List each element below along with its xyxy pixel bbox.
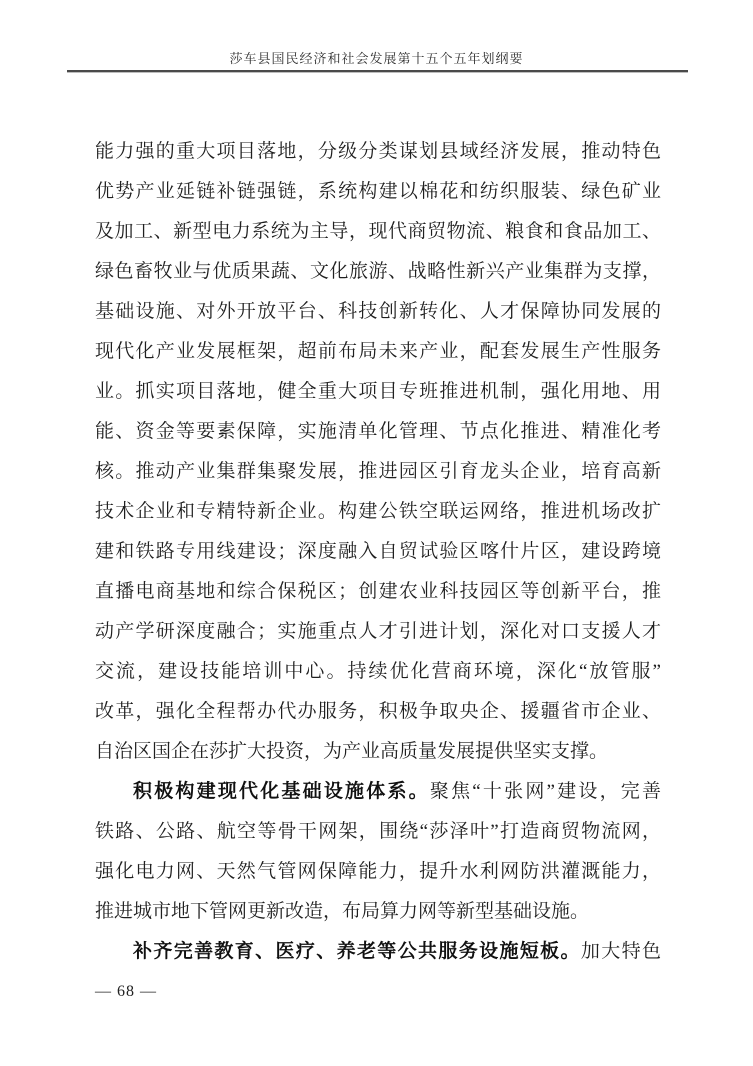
body-line (95, 652, 661, 692)
body-line (95, 492, 661, 532)
bold-text-run: 积极构建现代化基础设施体系。 (133, 781, 430, 802)
text-run: 基础设施、对外开放平台、科技创新转化、人才保障协同发展的 (95, 301, 661, 322)
text-run: 能、资金等要素保障，实施清单化管理、节点化推进、精准化考 (95, 421, 661, 442)
text-run: 动产学研深度融合；实施重点人才引进计划，深化对口支援人才 (95, 621, 661, 642)
text-run: 绿色畜牧业与优质果蔬、文化旅游、战略性新兴产业集群为支撑， (95, 261, 661, 282)
text-run: 技术企业和专精特新企业。构建公铁空联运网络，推进机场改扩 (95, 501, 661, 522)
text-run: 改革，强化全程帮办代办服务，积极争取央企、援疆省市企业、 (95, 701, 661, 722)
body-line (95, 612, 661, 652)
body-line (95, 372, 661, 412)
body-line (95, 812, 661, 852)
body-line (95, 292, 661, 332)
text-run: 能力强的重大项目落地，分级分类谋划县域经济发展，推动特色 (95, 141, 661, 162)
text-run: 核。推动产业集群集聚发展，推进园区引育龙头企业，培育高新 (95, 461, 661, 482)
text-run: 聚焦“十张网”建设，完善 (429, 781, 661, 802)
body-line (95, 132, 661, 172)
body-line (95, 252, 661, 292)
text-run: 直播电商基地和综合保税区；创建农业科技园区等创新平台，推 (95, 581, 661, 602)
body-line (95, 852, 661, 892)
body-line (95, 452, 661, 492)
body-line (95, 692, 661, 732)
text-run: 加大特色 (580, 941, 661, 962)
text-run: 建和铁路专用线建设；深度融入自贸试验区喀什片区，建设跨境 (95, 541, 661, 562)
body-line (95, 212, 661, 252)
body-line (95, 172, 661, 212)
text-run: 自治区国企在莎扩大投资，为产业高质量发展提供坚实支撑。 (95, 741, 609, 762)
page-footer (95, 983, 157, 1001)
text-run: 铁路、公路、航空等骨干网架，围绕“莎泽叶”打造商贸物流网， (95, 821, 661, 842)
text-run: 业。抓实项目落地，健全重大项目专班推进机制，强化用地、用 (95, 381, 661, 402)
body-line (95, 932, 661, 972)
body-line (95, 572, 661, 612)
body-text (95, 132, 661, 972)
text-run: 强化电力网、天然气管网保障能力，提升水利网防洪灌溉能力， (95, 861, 661, 882)
body-line (95, 332, 661, 372)
text-run: 交流，建设技能培训中心。持续优化营商环境，深化“放管服” (95, 661, 661, 682)
body-line (95, 892, 661, 932)
body-line (95, 732, 661, 772)
body-line (95, 772, 661, 812)
header-rule (67, 70, 688, 73)
text-run: 推进城市地下管网更新改造，布局算力网等新型基础设施。 (95, 901, 590, 922)
bold-text-run: 补齐完善教育、医疗、养老等公共服务设施短板。 (133, 941, 581, 962)
text-run: 现代化产业发展框架，超前布局未来产业，配套发展生产性服务 (95, 341, 661, 362)
page-number: — 68 — (95, 983, 157, 1000)
running-head-title: 莎车县国民经济和社会发展第十五个五年划纲要 (229, 51, 524, 66)
text-run: 优势产业延链补链强链，系统构建以棉花和纺织服装、绿色矿业 (95, 181, 661, 202)
body-line (95, 532, 661, 572)
text-run: 及加工、新型电力系统为主导，现代商贸物流、粮食和食品加工、 (95, 221, 661, 242)
page-header (0, 50, 753, 68)
body-line (95, 412, 661, 452)
